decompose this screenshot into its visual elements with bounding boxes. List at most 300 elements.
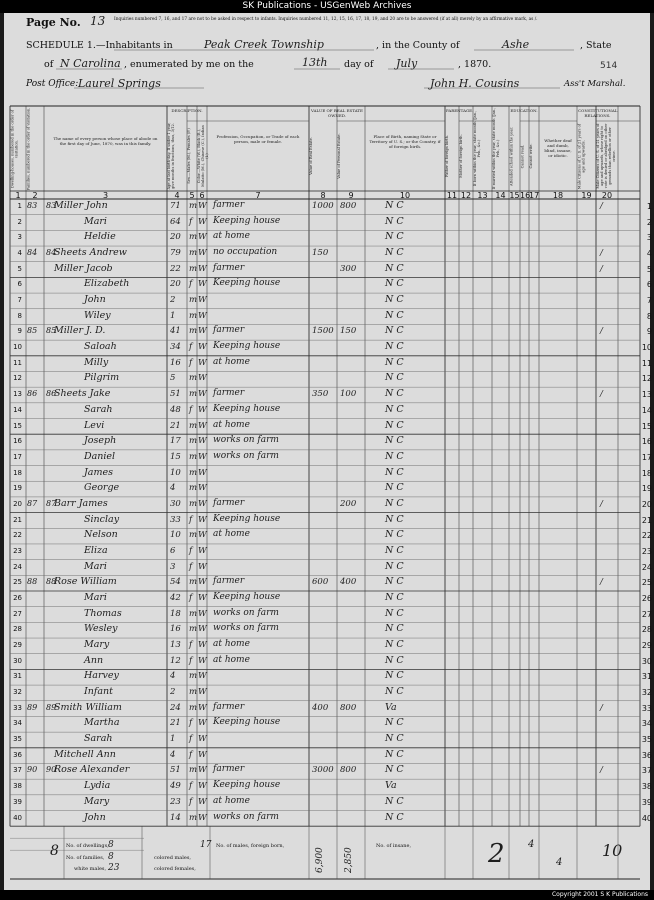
person-sex: m — [189, 687, 198, 698]
row-number-left: 13 — [13, 390, 22, 399]
person-age: 12 — [170, 655, 181, 666]
group-header-constitutional: CONSTITUTIONAL RELATIONS. — [578, 108, 618, 118]
col-header-personal-estate: Value of Personal Estate. — [337, 133, 341, 179]
row-number-left: 9 — [17, 327, 22, 336]
person-color: W — [198, 279, 207, 290]
person-age: 42 — [170, 593, 181, 603]
birthplace: N C — [385, 592, 404, 603]
person-sex: f — [189, 734, 193, 745]
col-header-occupation: Profession, Occupation, or Trade of each person, male or female. — [216, 134, 300, 144]
state-name: N Carolina — [60, 57, 121, 70]
state-label: , State — [580, 40, 612, 51]
person-sex: f — [189, 640, 193, 651]
person-name: Harvey — [84, 670, 119, 682]
column-number: 2 — [32, 191, 38, 200]
person-name: Miller John — [54, 200, 108, 211]
male-citizen-mark: / — [600, 326, 603, 337]
person-age: 48 — [170, 404, 181, 415]
person-color: W — [198, 342, 207, 353]
row-number-left: 3 — [17, 233, 22, 242]
row-number-right: 39 — [641, 797, 652, 807]
township-name: Peak Creek Township — [204, 38, 324, 51]
person-color: W — [198, 796, 207, 807]
real-estate-value: 400 — [312, 702, 329, 713]
person-occupation: works on farm — [213, 607, 279, 618]
person-color: W — [198, 593, 207, 603]
row-number-left: 23 — [13, 546, 22, 555]
person-color: W — [198, 420, 207, 431]
person-sex: m — [189, 624, 198, 635]
person-name: Mitchell Ann — [54, 748, 116, 760]
row-number-left: 31 — [13, 672, 22, 681]
dwelling-number: 83 — [27, 201, 38, 210]
row-number-left: 1 — [17, 202, 22, 210]
personal-estate-value: 400 — [340, 577, 357, 588]
birthplace: N C — [385, 247, 404, 259]
row-number-left: 34 — [13, 719, 22, 728]
person-color: W — [198, 232, 207, 243]
dwelling-number: 90 — [27, 765, 38, 775]
person-age: 51 — [170, 389, 181, 400]
person-sex: m — [189, 765, 198, 776]
person-name: Miller Jacob — [54, 262, 113, 274]
row-number-right: 15 — [641, 421, 652, 431]
column-number: 11 — [446, 191, 458, 200]
birthplace: N C — [385, 639, 404, 651]
col-header-school: Attended school within the year. — [509, 126, 513, 186]
marshal-signature: John H. Cousins — [430, 77, 520, 90]
person-age: 49 — [170, 781, 181, 792]
post-office-name: Laurel Springs — [78, 77, 161, 90]
dwelling-number: 87 — [27, 498, 38, 508]
person-age: 4 — [170, 671, 176, 682]
footer-left-mark: 8 — [50, 843, 59, 859]
birthplace: N C — [385, 294, 404, 306]
row-number-left: 24 — [13, 562, 22, 571]
colored-males-label: colored males, — [154, 855, 191, 861]
person-color: W — [198, 624, 207, 635]
birthplace: N C — [385, 670, 404, 682]
tally-c17: 4 — [528, 839, 535, 850]
person-occupation: no occupation — [213, 247, 278, 258]
row-number-right: 33 — [641, 703, 652, 713]
column-number: 12 — [460, 191, 472, 200]
person-color: W — [198, 467, 207, 478]
person-color: W — [198, 545, 207, 556]
bottom-bar — [0, 890, 654, 900]
person-occupation: works on farm — [213, 435, 279, 446]
person-color: W — [198, 561, 207, 572]
row-number-left: 18 — [13, 468, 22, 477]
family-number: 89 — [46, 702, 57, 712]
person-name: Eliza — [84, 544, 108, 556]
colored-females-label: colored females, — [154, 866, 196, 872]
male-citizen-mark: / — [600, 263, 603, 274]
row-number-right: 8 — [646, 311, 652, 321]
person-sex: m — [189, 671, 198, 682]
row-number-right: 24 — [641, 562, 652, 572]
person-name: John — [84, 811, 106, 823]
person-age: 23 — [170, 796, 181, 807]
male-citizen-mark: / — [600, 577, 603, 588]
person-name: Daniel — [84, 450, 116, 462]
person-name: Mari — [84, 215, 107, 227]
person-sex: m — [189, 373, 198, 384]
person-occupation: farmer — [213, 388, 245, 399]
person-occupation: Keeping house — [213, 341, 281, 352]
row-number-left: 25 — [13, 578, 22, 587]
person-color: W — [198, 389, 207, 400]
person-name: James — [84, 466, 113, 478]
person-sex: f — [189, 718, 193, 729]
row-number-right: 22 — [641, 531, 652, 541]
birthplace: N C — [385, 576, 404, 588]
person-sex: f — [189, 357, 193, 368]
enumeration-day: 13th — [302, 56, 328, 69]
person-color: W — [198, 577, 207, 588]
row-number-left: 2 — [17, 217, 22, 226]
person-color: W — [198, 498, 207, 509]
person-color: W — [198, 310, 207, 321]
person-occupation: Keeping house — [213, 278, 281, 289]
person-name: Sinclay — [84, 513, 120, 525]
person-name: Saloah — [84, 341, 117, 353]
tally-c18: 4 — [556, 857, 563, 868]
row-number-right: 5 — [646, 264, 652, 274]
person-color: W — [198, 734, 207, 745]
census-page — [4, 13, 650, 890]
dwelling-number: 88 — [27, 577, 38, 587]
male-citizen-mark: / — [600, 702, 603, 713]
person-sex: m — [189, 389, 198, 400]
row-number-left: 20 — [13, 499, 22, 508]
person-name: Miller J. D. — [54, 325, 106, 337]
person-occupation: farmer — [213, 262, 245, 273]
row-number-left: 22 — [13, 531, 22, 540]
person-age: 10 — [170, 467, 181, 478]
person-sex: f — [189, 749, 193, 760]
person-color: W — [198, 781, 207, 792]
birthplace: N C — [385, 200, 404, 211]
birthplace: N C — [385, 795, 404, 807]
birthplace: N C — [385, 466, 404, 478]
column-number: 10 — [399, 191, 411, 200]
row-number-left: 27 — [13, 609, 22, 618]
person-color: W — [198, 718, 207, 729]
personal-estate-value: 200 — [340, 498, 357, 509]
year-label: , 1870. — [458, 59, 492, 70]
person-name: Sarah — [84, 403, 113, 415]
person-color: W — [198, 765, 207, 776]
row-number-left: 5 — [17, 264, 22, 273]
row-number-left: 32 — [13, 688, 22, 697]
row-number-right: 21 — [641, 515, 652, 525]
row-number-left: 11 — [13, 358, 22, 367]
row-number-right: 31 — [641, 672, 652, 682]
col-header-color: Color.—White (W.), Black (B.), Mulatto (M.), Chinese (C.), Indian (I.) — [197, 125, 209, 187]
post-office-label: Post Office: — [26, 79, 79, 89]
row-number-left: 10 — [13, 343, 22, 352]
person-occupation: at home — [213, 356, 250, 367]
person-sex: m — [189, 201, 198, 211]
person-sex: f — [189, 514, 193, 525]
row-number-left: 29 — [13, 641, 22, 650]
person-occupation: Keeping house — [213, 717, 281, 728]
enumerated-label: , enumerated by me on the — [124, 59, 254, 70]
group-header-education: EDUCATION. — [510, 108, 538, 113]
birthplace: N C — [385, 529, 404, 541]
family-number: 83 — [46, 201, 57, 210]
column-number: 15 — [509, 191, 520, 200]
column-number: 17 — [529, 191, 540, 200]
person-color: W — [198, 749, 207, 760]
person-age: 41 — [170, 326, 181, 337]
row-number-right: 28 — [641, 625, 652, 635]
row-number-left: 6 — [17, 280, 22, 289]
row-number-right: 19 — [641, 484, 652, 494]
person-color: W — [198, 655, 207, 666]
person-age: 1 — [170, 734, 176, 745]
birthplace: N C — [385, 325, 404, 337]
row-number-left: 33 — [13, 703, 22, 712]
birthplace: N C — [385, 403, 404, 415]
col-header-born-within-year: If born within the year, state month (Jan., Feb., &c.) — [473, 110, 481, 187]
person-sex: f — [189, 796, 193, 807]
archive-banner: SK Publications - USGenWeb Archives — [0, 0, 654, 13]
row-number-right: 12 — [641, 374, 652, 384]
birthplace: N C — [385, 811, 404, 823]
person-name: Pilgrim — [84, 372, 120, 384]
person-sex: m — [189, 310, 198, 321]
person-occupation: Keeping house — [213, 215, 281, 226]
person-sex: m — [189, 420, 198, 431]
personal-estate-value: 150 — [340, 326, 357, 337]
group-header-parentage: PARENTAGE. — [446, 108, 474, 113]
insane-label: No. of insane, — [376, 843, 412, 849]
person-name: Levi — [84, 419, 105, 431]
person-sex: m — [189, 577, 198, 588]
col-header-mother-foreign: Mother of foreign birth. — [459, 134, 463, 178]
col-header-sex: Sex.—Males (M.), Females (F.) — [187, 128, 191, 184]
person-color: W — [198, 295, 207, 306]
person-age: 2 — [170, 687, 176, 698]
column-number: 4 — [174, 191, 180, 200]
birthplace: N C — [385, 764, 404, 776]
row-number-right: 30 — [641, 656, 652, 666]
real-estate-value: 350 — [312, 389, 329, 400]
person-sex: f — [189, 342, 193, 353]
copyright-notice: Copyright 2001 S K Publications — [551, 891, 648, 898]
person-sex: f — [189, 216, 193, 227]
person-sex: m — [189, 812, 198, 823]
personal-estate-value: 800 — [340, 201, 357, 211]
person-color: W — [198, 451, 207, 462]
person-age: 15 — [170, 451, 181, 462]
row-number-left: 8 — [17, 311, 22, 320]
birthplace: N C — [385, 654, 404, 666]
family-number: 84 — [46, 248, 57, 258]
birthplace: N C — [385, 262, 404, 274]
white-males-count: 23 — [108, 863, 120, 873]
row-number-left: 26 — [13, 594, 22, 602]
column-number: 5 — [189, 191, 195, 200]
dwellings-count: 8 — [108, 840, 114, 850]
birthplace: N C — [385, 450, 404, 462]
col-header-real-estate: Value of Real Estate. — [309, 137, 313, 175]
person-name: Sheets Andrew — [54, 247, 127, 259]
person-name: Joseph — [84, 435, 117, 447]
row-number-right: 34 — [641, 719, 652, 729]
person-name: Ann — [84, 654, 104, 666]
col-header-deaf-blind: Whether deaf and dumb, blind, insane, or idiotic. — [544, 138, 572, 158]
row-number-right: 1 — [646, 202, 652, 211]
person-sex: m — [189, 451, 198, 462]
real-estate-value: 1500 — [312, 326, 334, 337]
family-number: 88 — [46, 577, 57, 587]
person-age: 16 — [170, 357, 181, 368]
person-occupation: at home — [213, 639, 250, 650]
column-number: 6 — [199, 191, 205, 200]
white-males-label: white males, — [74, 866, 107, 872]
dwelling-number: 86 — [27, 389, 38, 399]
row-number-right: 40 — [641, 813, 652, 823]
person-age: 17 — [170, 436, 181, 447]
col-header-family: Families, numbered in the order of visitation. — [26, 107, 30, 190]
person-sex: f — [189, 279, 193, 290]
person-name: Smith William — [54, 701, 122, 713]
person-age: 20 — [170, 279, 181, 290]
stamp-number: 514 — [600, 61, 618, 71]
person-occupation: farmer — [213, 200, 245, 210]
row-number-right: 4 — [646, 249, 652, 259]
person-sex: f — [189, 561, 193, 572]
person-occupation: at home — [213, 419, 250, 430]
person-age: 4 — [170, 483, 176, 494]
person-age: 24 — [170, 702, 181, 713]
person-sex: m — [189, 248, 198, 259]
row-number-right: 3 — [646, 233, 652, 243]
row-number-left: 7 — [17, 296, 22, 305]
person-sex: f — [189, 781, 193, 792]
person-name: Barr James — [54, 497, 108, 509]
column-number: 3 — [102, 191, 109, 200]
county-name: Ashe — [502, 38, 530, 51]
person-occupation: Keeping house — [213, 403, 281, 414]
person-sex: m — [189, 702, 198, 713]
males-foreign-label: No. of males, foreign born, — [216, 843, 285, 849]
families-label: No. of families, — [66, 855, 105, 861]
row-number-right: 10 — [641, 343, 652, 353]
person-color: W — [198, 201, 207, 211]
person-age: 22 — [170, 263, 181, 274]
row-number-left: 15 — [13, 421, 22, 430]
person-color: W — [198, 248, 207, 259]
person-age: 20 — [170, 232, 181, 243]
real-estate-value: 600 — [312, 577, 329, 588]
family-number: 85 — [46, 326, 57, 336]
male-citizen-mark: / — [600, 248, 603, 259]
person-occupation: Keeping house — [213, 513, 281, 524]
family-number: 87 — [46, 498, 57, 508]
row-number-left: 17 — [13, 452, 22, 461]
group-header-value: VALUE OF REAL ESTATE OWNED. — [311, 108, 363, 118]
column-number: 7 — [255, 191, 261, 200]
row-number-right: 14 — [641, 405, 652, 415]
person-age: 33 — [170, 514, 181, 525]
row-number-right: 32 — [641, 688, 652, 698]
row-number-left: 30 — [13, 656, 22, 665]
personal-estate-value: 800 — [340, 702, 357, 713]
person-name: Milly — [84, 356, 109, 368]
person-color: W — [198, 373, 207, 384]
person-name: Mary — [84, 795, 110, 807]
person-age: 4 — [170, 749, 176, 760]
column-number: 13 — [477, 191, 488, 200]
row-number-right: 16 — [641, 437, 652, 447]
col-header-dwelling: Dwelling-houses, numbered in the order of visitation. — [10, 109, 18, 188]
real-estate-value: 1000 — [312, 201, 334, 211]
row-number-left: 28 — [13, 625, 22, 634]
row-number-right: 7 — [646, 296, 652, 306]
person-sex: f — [189, 545, 193, 556]
birthplace: N C — [385, 686, 404, 698]
male-citizen-mark: / — [600, 389, 603, 400]
row-number-right: 26 — [641, 594, 652, 603]
birthplace: N C — [385, 544, 404, 556]
person-sex: m — [189, 232, 198, 243]
row-number-left: 35 — [13, 735, 22, 744]
person-name: George — [84, 482, 120, 494]
person-age: 16 — [170, 624, 181, 635]
birthplace: N C — [385, 372, 404, 384]
row-number-right: 17 — [641, 452, 652, 462]
row-number-right: 38 — [641, 782, 652, 792]
birthplace: N C — [385, 388, 404, 400]
row-number-left: 16 — [13, 437, 22, 446]
day-of-label: day of — [344, 59, 374, 70]
person-age: 5 — [170, 373, 176, 384]
real-estate-value: 150 — [312, 248, 329, 259]
person-age: 30 — [170, 498, 181, 509]
row-number-left: 21 — [13, 515, 22, 524]
row-number-right: 20 — [641, 499, 652, 509]
row-number-right: 36 — [641, 750, 652, 760]
person-name: Rose Alexander — [54, 764, 130, 776]
birthplace: N C — [385, 231, 404, 243]
person-color: W — [198, 702, 207, 713]
column-number: 1 — [15, 191, 21, 200]
row-number-right: 11 — [641, 358, 652, 368]
person-color: W — [198, 640, 207, 651]
person-age: 14 — [170, 812, 181, 823]
person-age: 1 — [170, 310, 176, 321]
row-number-left: 19 — [13, 484, 22, 493]
row-number-right: 29 — [641, 641, 652, 651]
person-age: 2 — [170, 295, 176, 306]
person-color: W — [198, 483, 207, 494]
person-age: 64 — [170, 216, 181, 227]
person-age: 21 — [170, 420, 181, 431]
col-header-birthplace: Place of Birth, naming State or Territory of U. S.; or the Country, if of foreign birth. — [369, 134, 441, 149]
birthplace: N C — [385, 435, 404, 447]
person-occupation: at home — [213, 654, 250, 665]
person-age: 3 — [170, 561, 176, 572]
dwellings-label: No. of dwellings, — [66, 843, 109, 849]
row-number-right: 13 — [641, 390, 652, 400]
person-color: W — [198, 436, 207, 447]
instructions-note: Inquiries numbered 7, 16, and 17 are not to be asked in respect to infants. Inquiries numbered 11, 12, 15, 16, 17, 18, 19, and 20 are to be answered (if at all) merely by an affirmative mark, as /. — [114, 17, 538, 22]
row-number-left: 38 — [13, 782, 22, 791]
